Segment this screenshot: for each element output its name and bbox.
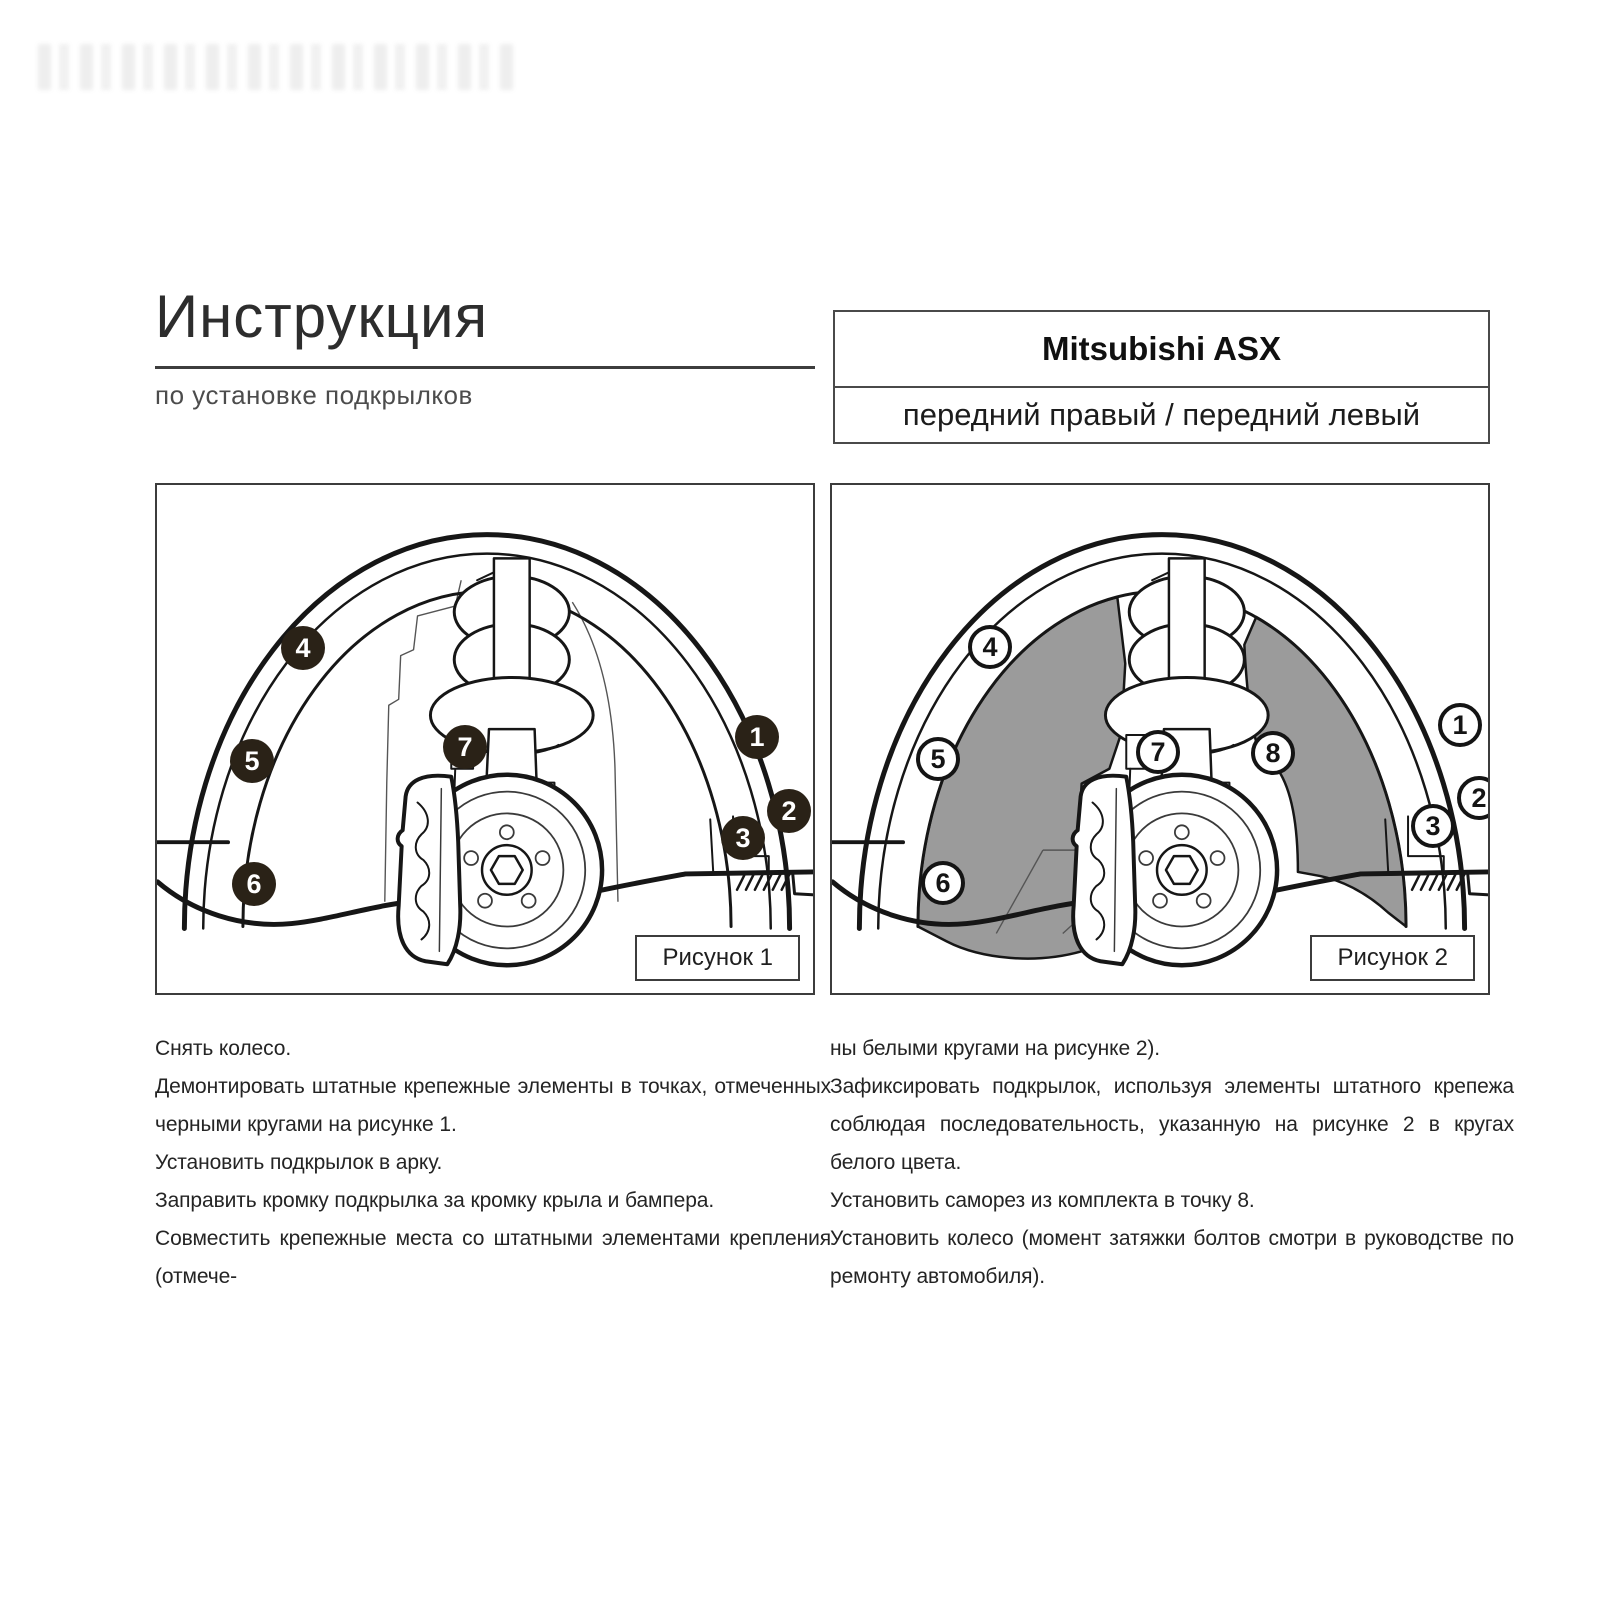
instruction-step: Установить колесо (момент затяжки болтов смотри в руководстве по ремонту автомобиля). <box>830 1227 1514 1288</box>
model-name: Mitsubishi ASX <box>835 312 1488 388</box>
callout-4: 4 <box>968 625 1012 669</box>
figure-1-panel <box>155 483 815 995</box>
instruction-step: Зафиксировать подкрылок, используя элементы штатного крепежа соблюдая последовательность, указанную на рисунке 2 в кругах белого цвета. <box>830 1075 1514 1174</box>
figure-2-caption: Рисунок 2 <box>1310 935 1475 981</box>
instruction-step: Заправить кромку подкрылка за кромку крыла и бампера. <box>155 1189 715 1212</box>
instructions-column-left <box>155 1030 831 1296</box>
page-subtitle: по установке подкрылков <box>155 380 473 410</box>
callout-3: 3 <box>1411 804 1455 848</box>
figure-2-panel <box>830 483 1490 995</box>
instruction-step: Установить подкрылок в арку. <box>155 1151 443 1174</box>
figure-1-caption: Рисунок 1 <box>635 935 800 981</box>
model-variant: передний правый / передний левый <box>902 397 1421 432</box>
left-header <box>155 284 815 411</box>
callout-8: 8 <box>1251 731 1295 775</box>
instruction-step: ны белыми кругами на рисунке 2). <box>830 1037 1161 1060</box>
watermark-smudge <box>38 44 518 90</box>
callout-6: 6 <box>921 861 965 905</box>
callout-1: 1 <box>1438 703 1482 747</box>
callout-4: 4 <box>281 626 325 670</box>
callout-7: 7 <box>1136 730 1180 774</box>
callout-3: 3 <box>721 816 765 860</box>
instruction-step: Снять колесо. <box>155 1037 292 1060</box>
instruction-step: Установить саморез из комплекта в точку 8. <box>830 1189 1255 1212</box>
callout-7: 7 <box>443 725 487 769</box>
instruction-step: Совместить крепежные места со штатными элементами крепления (отмече- <box>155 1227 831 1288</box>
callout-1: 1 <box>735 715 779 759</box>
title-underline <box>155 366 815 369</box>
model-box <box>833 310 1490 444</box>
callout-5: 5 <box>230 739 274 783</box>
callout-6: 6 <box>232 862 276 906</box>
callout-2: 2 <box>767 789 811 833</box>
callout-5: 5 <box>916 737 960 781</box>
page-title: Инструкция <box>155 283 489 350</box>
instructions-column-right <box>830 1030 1514 1296</box>
instruction-step: Демонтировать штатные крепежные элементы в точках, отмеченных черными кругами на рисунке 1. <box>155 1075 831 1136</box>
callout-2: 2 <box>1457 776 1490 820</box>
